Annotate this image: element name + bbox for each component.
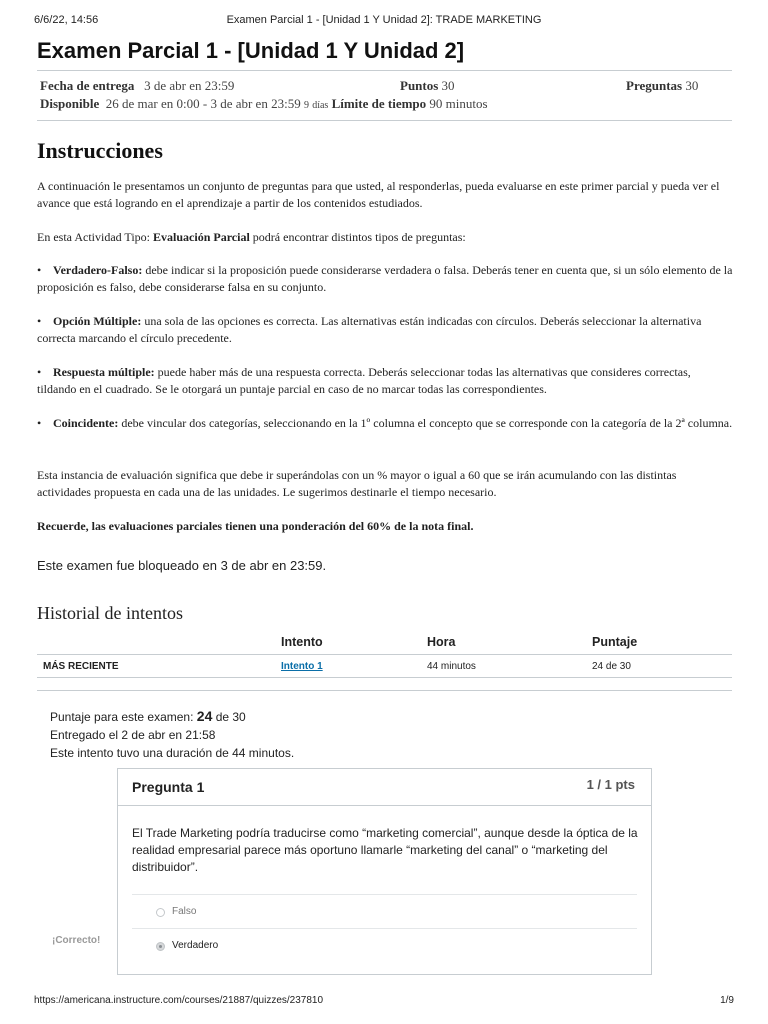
table-row <box>37 655 732 678</box>
score-label: Puntaje para este examen: <box>50 710 194 724</box>
column-header: Puntaje <box>586 630 732 655</box>
questions-count <box>626 78 698 94</box>
score-of: de 30 <box>215 710 246 724</box>
time-limit-label: Límite de tiempo <box>331 96 427 111</box>
points-label: Puntos <box>400 78 439 93</box>
instructions-intro: A continuación le presentamos un conjunto de preguntas para que usted, al responderlas, pueda evaluarse en este primer parcial y pueda ver el avance que está logrando en el aprendizaje a partir de los contenidos estudiados. <box>37 179 720 210</box>
time-limit-value: 90 minutos <box>429 96 488 111</box>
reminder <box>37 518 733 535</box>
points <box>400 78 455 94</box>
score-value: 24 <box>196 708 213 724</box>
available-label: Disponible <box>40 96 100 111</box>
question-text: El Trade Marketing podría traducirse como “marketing comercial”, aunque desde la óptica de la realidad empresarial parece más oportuno llamarle “marketing del canal” o “marketing del distribuidor”. <box>132 826 638 874</box>
score-summary <box>50 707 294 762</box>
radio-verdadero[interactable] <box>156 942 165 951</box>
attempt-time: 44 minutos <box>421 655 586 678</box>
duration-line: Este intento tuvo una duración de 44 minutos. <box>50 746 295 760</box>
print-footer <box>34 995 734 1009</box>
questions-value: 30 <box>685 78 699 93</box>
divider <box>37 70 732 71</box>
answer-verdadero[interactable]: Verdadero <box>172 940 219 951</box>
divider <box>37 690 732 691</box>
history-heading: Historial de intentos <box>37 603 183 623</box>
attempt-label: MÁS RECIENTE <box>37 655 275 678</box>
column-header: Hora <box>421 630 586 655</box>
activity-type-bold: Evaluación Parcial <box>153 230 250 244</box>
locked-notice: Este examen fue bloqueado en 3 de abr en 23:59. <box>37 558 327 573</box>
question-header <box>118 769 651 806</box>
bullet: • <box>37 314 42 328</box>
points-value: 30 <box>441 78 455 93</box>
available-days-unit: días <box>312 100 329 111</box>
radio-falso[interactable] <box>156 908 165 917</box>
due-label: Fecha de entrega <box>40 78 135 93</box>
answer-falso[interactable]: Falso <box>172 906 197 917</box>
page-title: Examen Parcial 1 - [Unidad 1 Y Unidad 2] <box>37 38 465 63</box>
due-value: 3 de abr en 23:59 <box>144 78 235 93</box>
item-text: debe indicar si la proposición puede considerarse verdadera o falsa. Deberás tener en cuenta que, si un sólo elemento de la proposición es falso, debe considerarse falsa en su conjunto. <box>37 263 733 294</box>
due-date <box>40 78 234 94</box>
instruction-item <box>37 313 733 347</box>
question-title: Pregunta 1 <box>132 779 205 795</box>
print-header <box>34 14 734 28</box>
item-text: puede haber más de una respuesta correcta. Deberás seleccionar todas las alternativas que consideres correctas, tildando en el cuadrado. Se le otorgará un puntaje parcial en caso de no marcar todas las correspondientes. <box>37 365 691 396</box>
instruction-item <box>37 415 733 432</box>
score-line <box>50 707 294 726</box>
available-days: 9 <box>303 100 309 111</box>
attempt-score: 24 de 30 <box>586 655 732 678</box>
question-card <box>117 768 652 975</box>
instructions-heading: Instrucciones <box>37 138 163 163</box>
item-term: Coincidente: <box>53 416 119 430</box>
activity-suffix: podrá encontrar distintos tipos de preguntas: <box>249 230 466 244</box>
activity-type <box>37 229 733 246</box>
attempt-link[interactable]: Intento 1 <box>281 660 323 672</box>
attempt-history-table <box>37 630 732 678</box>
table-header-row <box>37 630 732 655</box>
item-term: Verdadero-Falso: <box>53 263 143 277</box>
print-title: Examen Parcial 1 - [Unidad 1 Y Unidad 2]: TRADE MARKETING <box>226 14 542 26</box>
column-header <box>37 630 275 655</box>
attempt-cell <box>275 655 421 678</box>
instance-note: Esta instancia de evaluación significa que debe ir superándolas con un % mayor o igual a 60 que se irán acumulando con las distintas actividades propuesta en cada una de las unidades. Le sugerimos destinarle el tiempo necesario. <box>37 468 677 499</box>
item-text: debe vincular dos categorías, seleccionando en la 1º columna el concepto que se corresponde con la categoría de la 2ª columna. <box>118 416 733 430</box>
reminder-text: Recuerde, las evaluaciones parciales tienen una ponderación del 60% de la nota final. <box>37 519 474 533</box>
bullet: • <box>37 416 42 430</box>
instruction-item <box>37 262 733 296</box>
question-points: 1 / 1 pts <box>586 777 635 792</box>
page-url: https://americana.instructure.com/courses/21887/quizzes/237810 <box>34 995 324 1006</box>
submitted-line: Entregado el 2 de abr en 21:58 <box>50 728 216 742</box>
item-text: una sola de las opciones es correcta. Las alternativas están indicadas con círculos. Deberás seleccionar la alternativa correcta marcando el círculo precedente. <box>37 314 702 345</box>
correct-feedback: ¡Correcto! <box>52 935 101 946</box>
activity-prefix: En esta Actividad Tipo: <box>37 230 154 244</box>
availability <box>40 96 488 112</box>
questions-label: Preguntas <box>626 78 683 93</box>
bullet: • <box>37 263 42 277</box>
answer-divider <box>132 928 637 929</box>
answer-divider <box>132 894 637 895</box>
column-header: Intento <box>275 630 421 655</box>
divider <box>37 120 732 121</box>
bullet: • <box>37 365 42 379</box>
item-term: Respuesta múltiple: <box>53 365 155 379</box>
print-datetime: 6/6/22, 14:56 <box>34 14 99 26</box>
page-number: 1/9 <box>720 995 734 1006</box>
available-value: 26 de mar en 0:00 - 3 de abr en 23:59 <box>105 96 301 111</box>
instruction-item <box>37 364 733 398</box>
item-term: Opción Múltiple: <box>53 314 142 328</box>
